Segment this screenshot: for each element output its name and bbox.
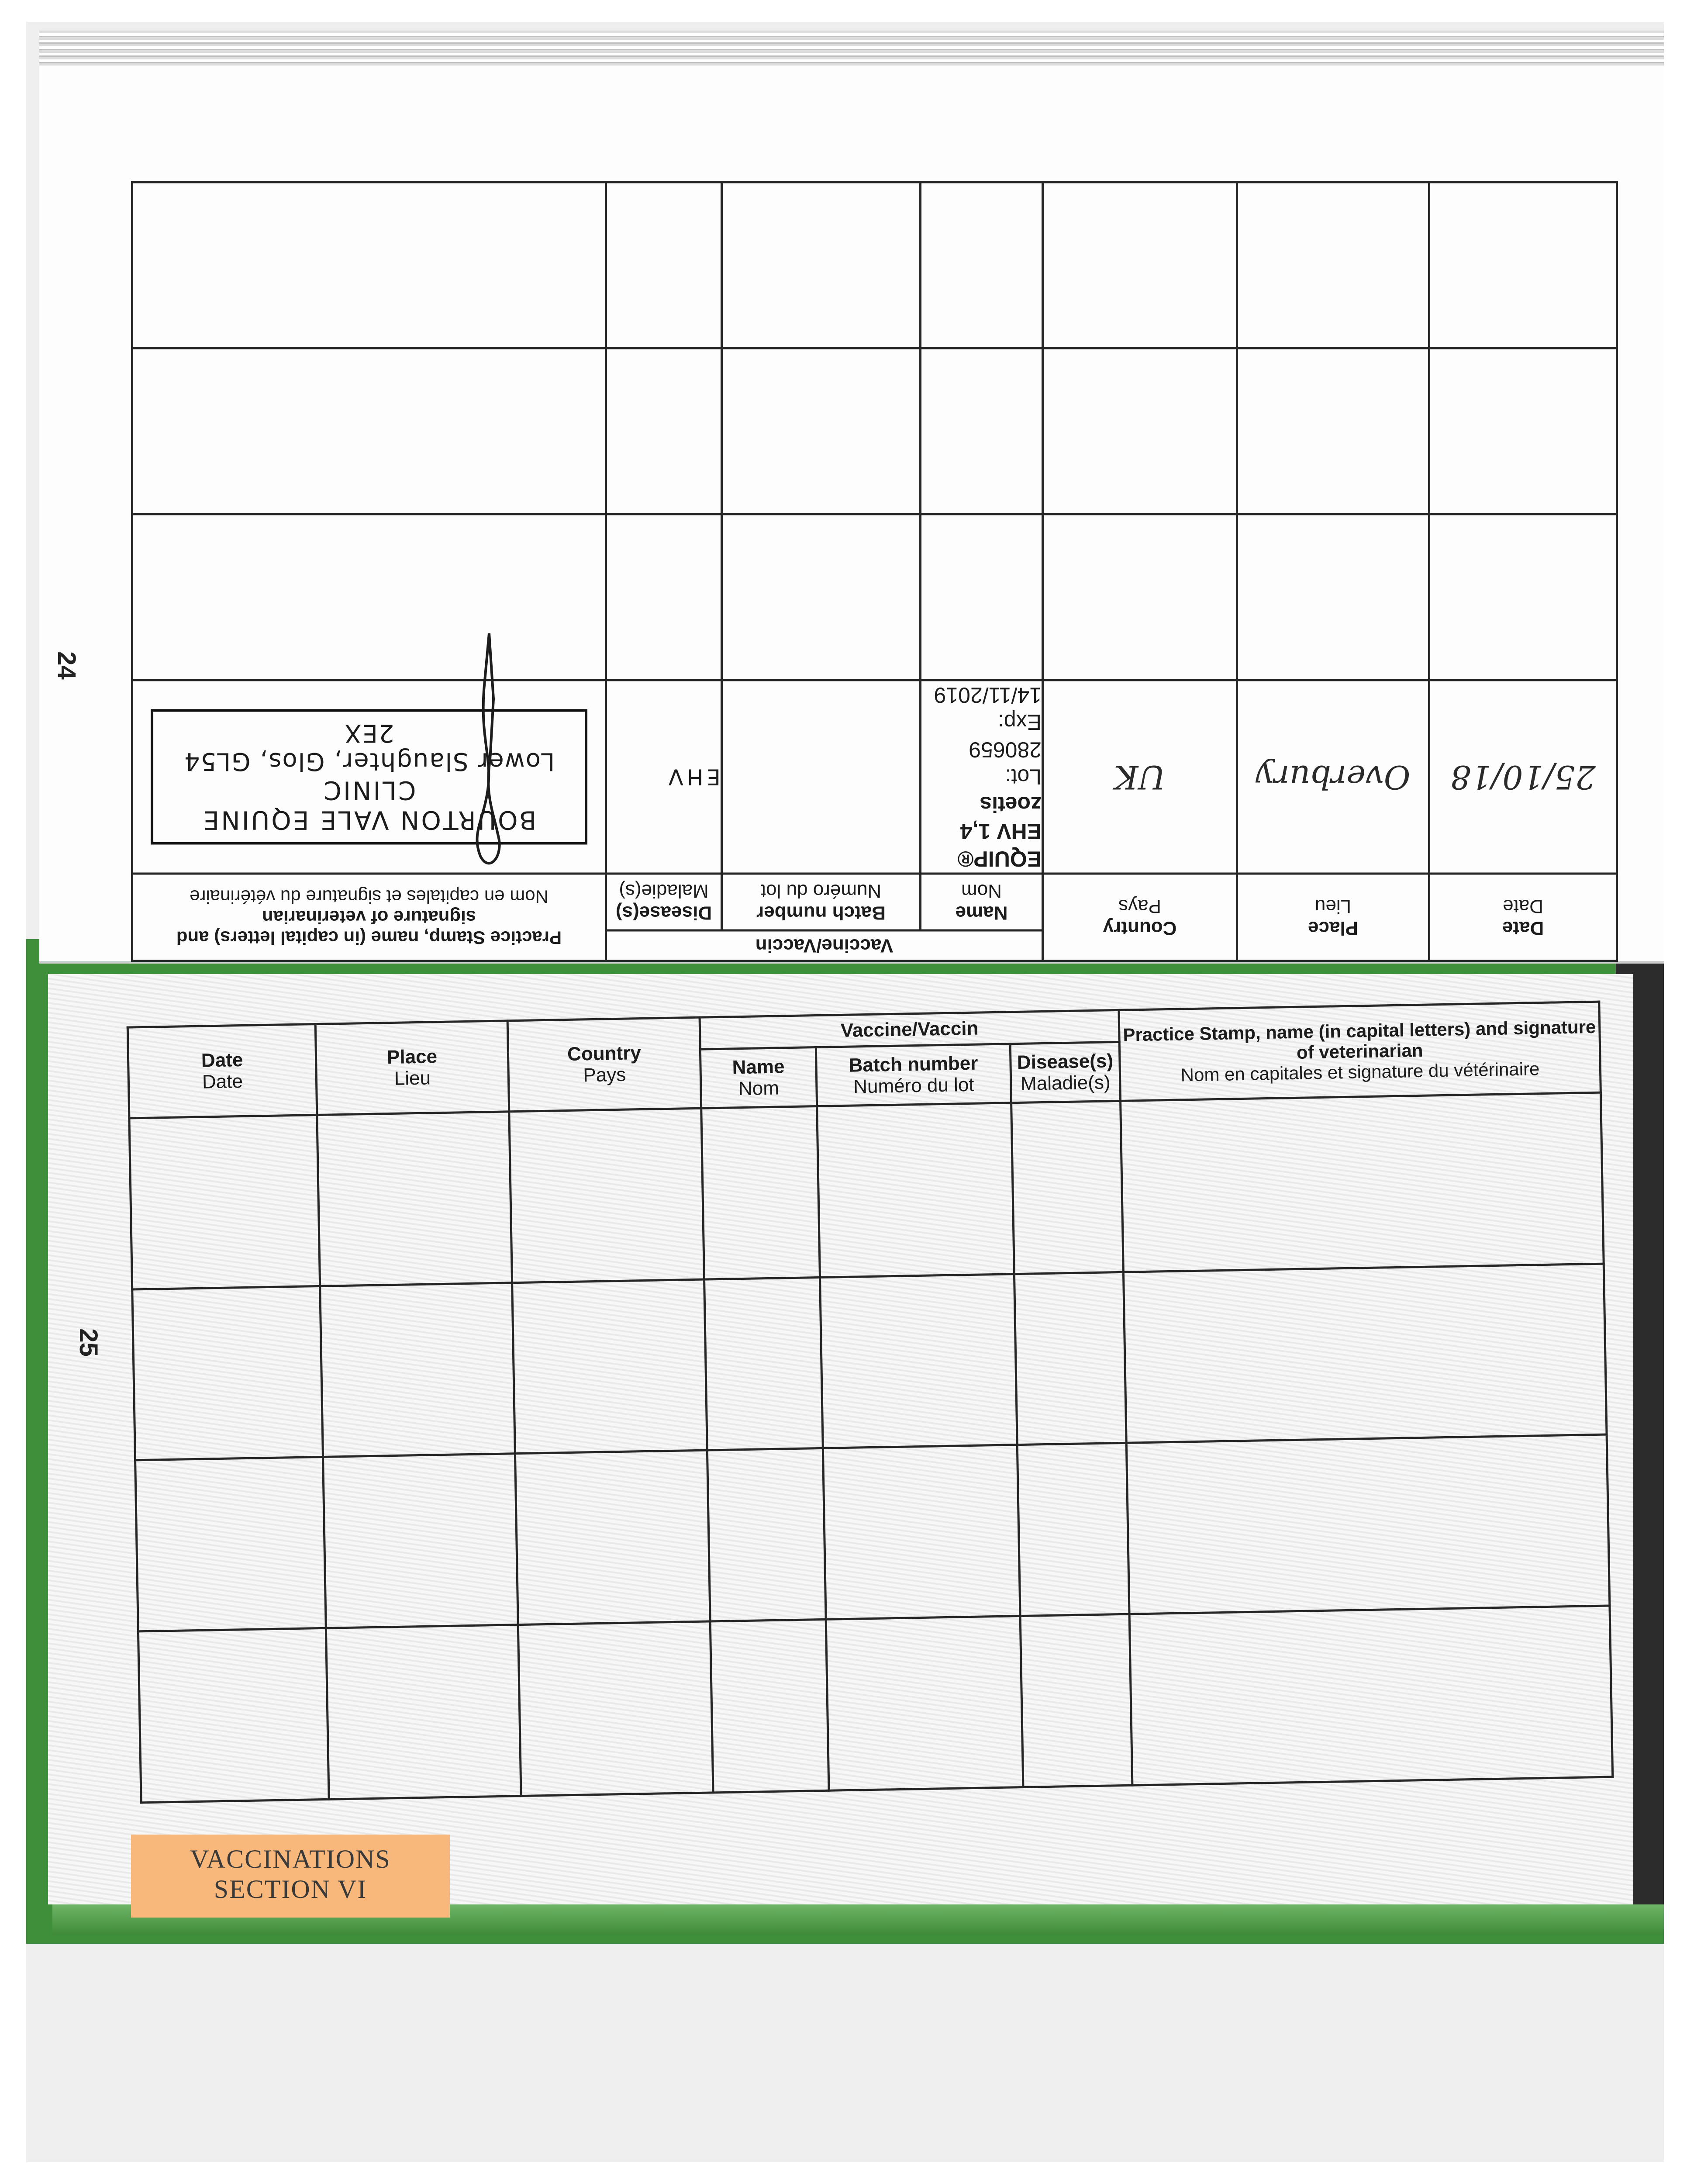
table-row — [132, 349, 1617, 515]
header-date: Date Date — [1429, 874, 1617, 961]
header-batch-number: Batch number Numéro du lot — [722, 874, 921, 930]
table-row — [132, 515, 1617, 681]
vaccine-name-text: EQUIP® EHV 1,4 zoetis — [957, 792, 1042, 871]
page-number-24: 24 — [52, 651, 81, 680]
entry-disease: EHV — [606, 681, 722, 874]
header-batch-number: Batch number Numéro du lot — [816, 1044, 1011, 1106]
table-row — [132, 183, 1617, 349]
table-row — [132, 1264, 1607, 1461]
header-vaccine: Vaccine/Vaccin — [606, 930, 1043, 961]
table-row — [135, 1434, 1610, 1631]
entry-place: Overbury — [1237, 681, 1429, 874]
header-date: Date Date — [128, 1024, 317, 1118]
header-place: Place Lieu — [315, 1021, 509, 1115]
header-practice-stamp: Practice Stamp, name (in capital letters) and signature of veterinarian Nom en capitales et signature du vétérinaire — [132, 874, 606, 961]
page-number-25: 25 — [74, 1328, 103, 1357]
entry-batch-number — [722, 681, 921, 874]
table-row — [129, 1092, 1604, 1289]
practice-stamp: BOURTON VALE EQUINE CLINIC Lower Slaughter, Glos, GL54 2EX — [151, 709, 587, 845]
entry-practice-stamp — [132, 681, 606, 874]
section-tab — [131, 1835, 450, 1918]
section-tab-subtitle: SECTION VI — [214, 1875, 367, 1904]
section-tab-title: VACCINATIONS — [190, 1845, 391, 1873]
header-country: Country Pays — [507, 1017, 701, 1111]
entry-date: 25/10/18 — [1429, 681, 1617, 874]
header-vaccine: Vaccine/Vaccin — [700, 1010, 1119, 1049]
table-row — [138, 1606, 1612, 1803]
header-practice-stamp: Practice Stamp, name (in capital letters) and signature of veterinarian Nom en capitales et signature du vétérinaire — [1119, 1002, 1601, 1101]
header-disease: Disease(s) Maladie(s) — [1010, 1042, 1120, 1102]
entry-country: UK — [1043, 681, 1237, 874]
vaccination-table-page-25 — [127, 1001, 1614, 1804]
vaccine-label-sticker: EQUIP® EHV 1,4 zoetis Lot:280659 Exp:14/11/2019 — [921, 681, 1043, 874]
table-row — [132, 681, 1617, 874]
veterinarian-signature — [463, 629, 515, 874]
header-vaccine-name: Name Nom — [921, 874, 1043, 930]
header-country: Country Pays — [1043, 874, 1237, 961]
vaccination-table-page-24 — [131, 181, 1618, 962]
header-disease: Disease(s) Maladie(s) — [606, 874, 722, 930]
header-place: Place Lieu — [1237, 874, 1429, 961]
header-vaccine-name: Name Nom — [700, 1047, 817, 1108]
